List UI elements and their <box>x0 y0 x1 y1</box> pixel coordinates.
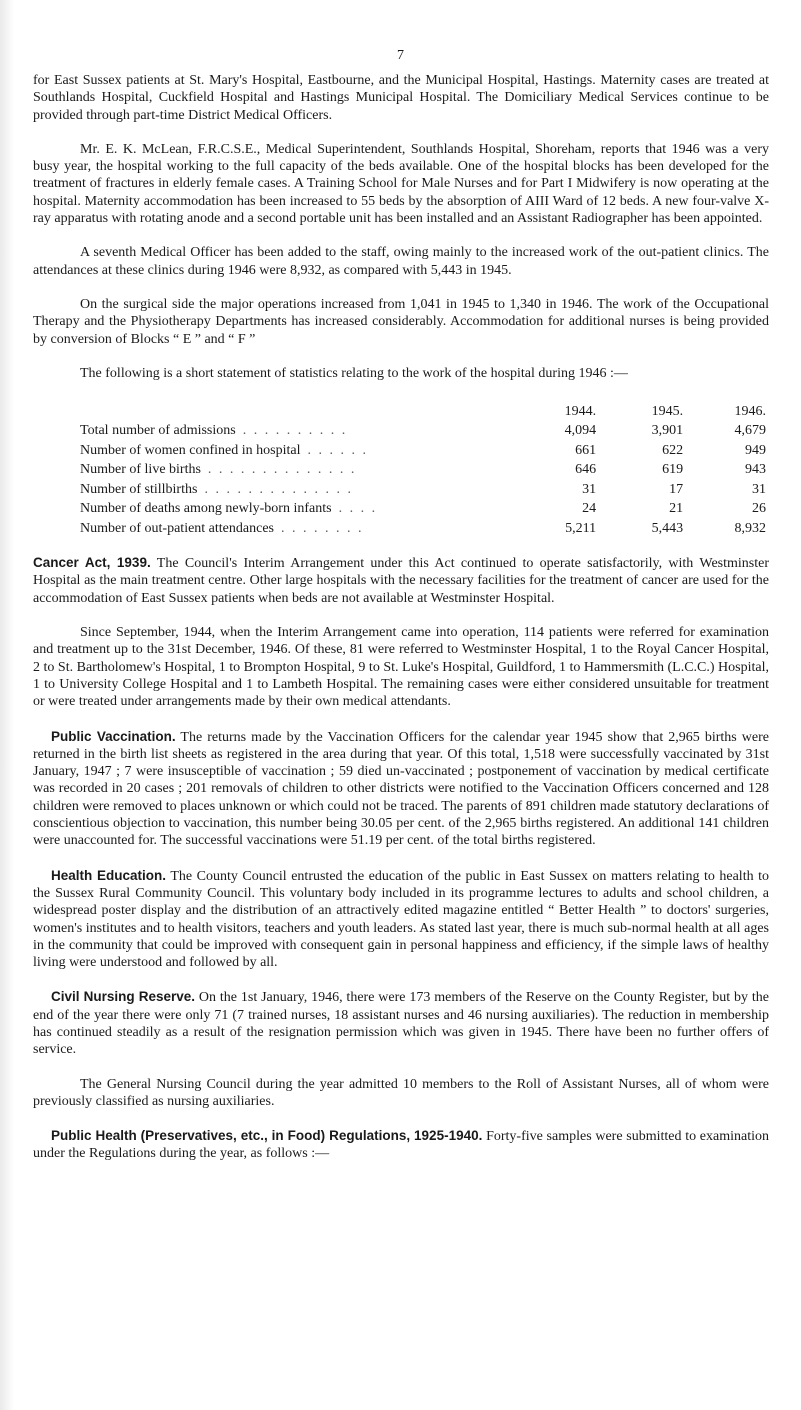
section-heading-cancer-act: Cancer Act, 1939. <box>33 555 151 571</box>
section-public-vaccination <box>33 728 769 850</box>
row-label: Number of deaths among newly-born infants <box>80 501 332 517</box>
cell-1945: 5,443 <box>651 520 684 536</box>
row-label: Number of live births <box>80 462 201 478</box>
cell-1944: 646 <box>575 462 597 478</box>
section-cancer-act <box>33 554 769 607</box>
page-number: 7 <box>397 48 404 63</box>
leader-dots: . . . . . . . . . . . . . . <box>207 462 357 478</box>
table-row <box>33 441 769 461</box>
row-label: Number of women confined in hospital <box>80 442 301 458</box>
paragraph-cancer-referrals: Since September, 1944, when the Interim Arrangement came into operation, 114 patients were referred for examination and treatment up to the 31st December, 1946. Of these, 81 were referred to Westminster Hospital, 1 to the Royal Cancer Hospital, 2 to St. Bartholomew's Hospital, 1 to Brompton Hospital, 9 to St. Luke's Hospital, Guildford, 1 to Hammersmith (L.C.C.) Hospital, 1 to University College Hospital and 1 to Lambeth Hospital. The remaining cases were either considered unsuitable for treatment or were treated under arrangements made by their own medical attendants. <box>33 625 769 710</box>
table-row <box>33 519 769 539</box>
leader-dots: . . . . . . . . <box>280 520 364 536</box>
paragraph-domiciliary: for East Sussex patients at St. Mary's Hospital, Eastbourne, and the Municipal Hospital, Hastings. Maternity cases are treated at Southlands Hospital, Cuckfield Hospital and Hastings Municipal Hospital. The Domiciliary Medical Services continue to be provided through part-time District Medical Officers. <box>33 73 769 123</box>
section-text-civil-nursing-reserve: On the 1st January, 1946, there were 173 members of the Reserve on the County Register, but by the end of the year there were only 71 (7 trained nurses, 18 assistant nurses and 46 nursing auxiliaries). The reduction in membership has continued steadily as a result of the resignation permission which was given in 1945. There have been no further offers of service. <box>33 990 769 1058</box>
cell-1945: 619 <box>662 462 684 478</box>
section-food-regulations <box>33 1127 769 1163</box>
leader-dots: . . . . . . <box>307 442 368 458</box>
cell-1944: 5,211 <box>565 520 597 536</box>
cell-1946: 31 <box>752 481 766 497</box>
cell-1944: 661 <box>575 442 597 458</box>
section-heading-public-vaccination: Public Vaccination. <box>51 728 176 744</box>
cell-1944: 4,094 <box>564 423 597 439</box>
leader-dots: . . . . . . . . . . . . . . <box>204 481 353 497</box>
row-label: Number of out-patient attendances <box>80 520 274 536</box>
section-text-food-regulations: Forty-five samples were submitted to examination under the Regulations during the year, as follows :— <box>33 1129 769 1162</box>
hospital-statistics-table <box>33 401 769 538</box>
cell-1946: 943 <box>745 462 766 478</box>
cell-1946: 4,679 <box>734 423 766 439</box>
paragraph-general-nursing-council: The General Nursing Council during the year admitted 10 members to the Roll of Assistant Nurses, all of whom were previously classified as nursing auxiliaries. <box>33 1076 769 1109</box>
paragraph-southlands-report: Mr. E. K. McLean, F.R.C.S.E., Medical Superintendent, Southlands Hospital, Shoreham, reports that 1946 was a very busy year, the hospital working to the full capacity of the beds available. One of the hospital blocks has been developed for the treatment of fractures in elderly female cases. A Training School for Male Nurses and for Part I Midwifery is now operating at the hospital. Maternity accommodation has been increased to 55 beds by the absorption of AIII Ward of 12 beds. A new four-valve X-ray apparatus with rotating anode and a second portable unit has been installed and an Assistant Radiographer has been appointed. <box>33 141 769 227</box>
leader-dots: . . . . . . . . . . <box>242 423 348 439</box>
cell-1944: 24 <box>582 501 597 517</box>
table-row <box>33 499 769 519</box>
column-header-1946: 1946. <box>734 403 766 419</box>
cell-1946: 949 <box>745 442 766 458</box>
paragraph-statistics-intro: The following is a short statement of statistics relating to the work of the hospital during 1946 :— <box>80 365 628 381</box>
column-header-1945: 1945. <box>651 403 684 419</box>
cell-1944: 31 <box>582 481 597 497</box>
cell-1946: 8,932 <box>734 520 766 536</box>
paragraph-medical-officer: A seventh Medical Officer has been added to the staff, owing mainly to the increased work of the out-patient clinics. The attendances at these clinics during 1946 were 8,932, as compared with 5,443 in 1945. <box>33 245 769 278</box>
document-body <box>33 72 769 1163</box>
section-heading-health-education: Health Education. <box>51 867 167 883</box>
section-text-health-education: The County Council entrusted the education of the public in East Sussex on matters relating to health to the Sussex Rural Community Council. This voluntary body included in its programme lectures to adults and school children, a widespread poster display and the distribution of an attractively edited magazine entitled “ Better Health ” to doctors' surgeries, women's institutes and to health visitors, teachers and youth leaders. As stated last year, there is much sub-normal health at all ages in the community that could be improved with consequent gain in personal happiness and efficiency, if the simple laws of healthy living were understood and followed by all. <box>33 868 770 971</box>
row-label: Total number of admissions <box>80 423 236 439</box>
row-label: Number of stillbirths <box>80 481 198 497</box>
cell-1945: 3,901 <box>651 423 684 439</box>
section-civil-nursing-reserve <box>33 988 769 1058</box>
section-text-public-vaccination: The returns made by the Vaccination Officers for the calendar year 1945 show that 2,965 births were returned in the birth list sheets as registered in the area during that year. Of this total, 1,518 were successfully vaccinated by 31st January, 1947 ; 7 were insusceptible of vaccination ; 59 died un-vaccinated ; postponement of vaccination by medical certificate was recorded in 20 cases ; 201 removals of children to other districts were notified to the Vaccination Officers concerned and 128 children were removed to places unknown or which could not be traced. The parents of 891 children made statutory declarations of conscientious objection to vaccination, this number being 30.05 per cent. of the 2,965 births registered. An additional 141 children were unaccounted for. The successful vaccinations were 51.19 per cent. of the total births registered. <box>33 729 769 849</box>
cell-1945: 622 <box>662 442 684 458</box>
cell-1945: 21 <box>669 501 684 517</box>
cell-1946: 26 <box>752 501 766 517</box>
table-row <box>33 480 769 500</box>
column-header-1944: 1944. <box>564 403 597 419</box>
section-heading-civil-nursing-reserve: Civil Nursing Reserve. <box>51 989 196 1005</box>
section-health-education <box>33 867 769 972</box>
cell-1945: 17 <box>669 481 684 497</box>
page-gutter-shadow <box>0 0 14 1410</box>
table-row <box>33 421 769 441</box>
paragraph-surgical-side: On the surgical side the major operations increased from 1,041 in 1945 to 1,340 in 1946. The work of the Occupational Therapy and the Physiotherapy Departments has increased considerably. Accommodation for additional nurses is being provided by conversion of Blocks “ E ” and “ F ” <box>33 296 769 347</box>
section-heading-food-regulations: Public Health (Preservatives, etc., in Food) Regulations, 1925-1940. <box>51 1128 483 1144</box>
table-header-row <box>33 401 769 421</box>
section-text-cancer-act: The Council's Interim Arrangement under this Act continued to operate satisfactorily, with Westminster Hospital as the main treatment centre. Other large hospitals with the necessary facilities for the treatment of cancer are used for the accommodation of East Sussex patients when beds are not available at Westminster Hospital. <box>33 556 769 606</box>
table-row <box>33 460 769 480</box>
leader-dots: . . . . <box>338 501 378 517</box>
